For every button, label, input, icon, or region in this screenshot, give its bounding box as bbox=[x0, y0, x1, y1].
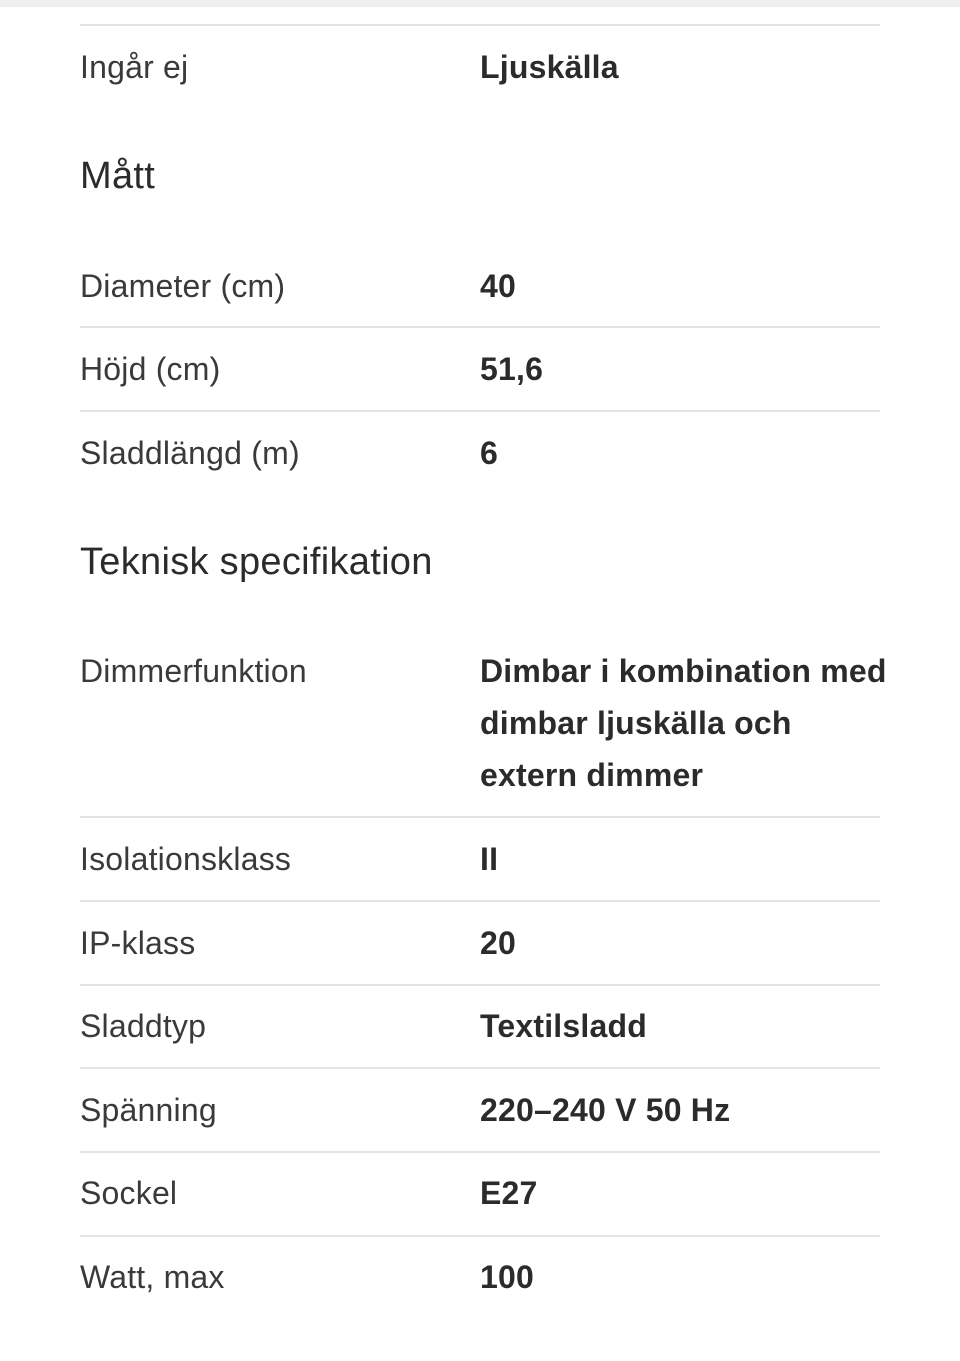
row-divider bbox=[80, 24, 880, 26]
row-divider bbox=[80, 1151, 880, 1153]
row-divider bbox=[80, 1235, 880, 1237]
spec-label-dimmerfunktion: Dimmerfunktion bbox=[80, 653, 307, 689]
spec-label-spanning: Spänning bbox=[80, 1092, 217, 1128]
spec-value-sockel: E27 bbox=[480, 1175, 538, 1211]
spec-label-ip-klass: IP-klass bbox=[80, 925, 196, 961]
section-title-teknisk: Teknisk specifikation bbox=[80, 541, 433, 583]
spec-value-isolationsklass: II bbox=[480, 841, 499, 877]
spec-label-hojd: Höjd (cm) bbox=[80, 351, 221, 387]
spec-value-sladdlangd: 6 bbox=[480, 435, 498, 471]
row-divider bbox=[80, 326, 880, 328]
top-strip bbox=[0, 0, 960, 7]
spec-value-watt-max: 100 bbox=[480, 1259, 534, 1295]
spec-label-isolationsklass: Isolationsklass bbox=[80, 841, 292, 877]
spec-label-sockel: Sockel bbox=[80, 1175, 178, 1211]
spec-value-dimmerfunktion: Dimbar i kombination med dimbar ljuskälla och extern dimmer bbox=[480, 653, 887, 793]
spec-label-sladdlangd: Sladdlängd (m) bbox=[80, 435, 300, 471]
spec-label-sladdtyp: Sladdtyp bbox=[80, 1008, 207, 1044]
row-divider bbox=[80, 1067, 880, 1069]
spec-value-ingar-ej: Ljuskälla bbox=[480, 49, 619, 85]
spec-label-watt-max: Watt, max bbox=[80, 1259, 225, 1295]
spec-value-diameter: 40 bbox=[480, 268, 516, 304]
spec-value-ip-klass: 20 bbox=[480, 925, 516, 961]
row-divider bbox=[80, 410, 880, 412]
spec-label-diameter: Diameter (cm) bbox=[80, 268, 286, 304]
spec-value-hojd: 51,6 bbox=[480, 351, 544, 387]
section-title-matt: Mått bbox=[80, 155, 156, 197]
row-divider bbox=[80, 984, 880, 986]
spec-label-ingar-ej: Ingår ej bbox=[80, 49, 189, 85]
spec-value-spanning: 220–240 V 50 Hz bbox=[480, 1092, 731, 1128]
row-divider bbox=[80, 900, 880, 902]
row-divider bbox=[80, 816, 880, 818]
spec-value-sladdtyp: Textilsladd bbox=[480, 1008, 647, 1044]
